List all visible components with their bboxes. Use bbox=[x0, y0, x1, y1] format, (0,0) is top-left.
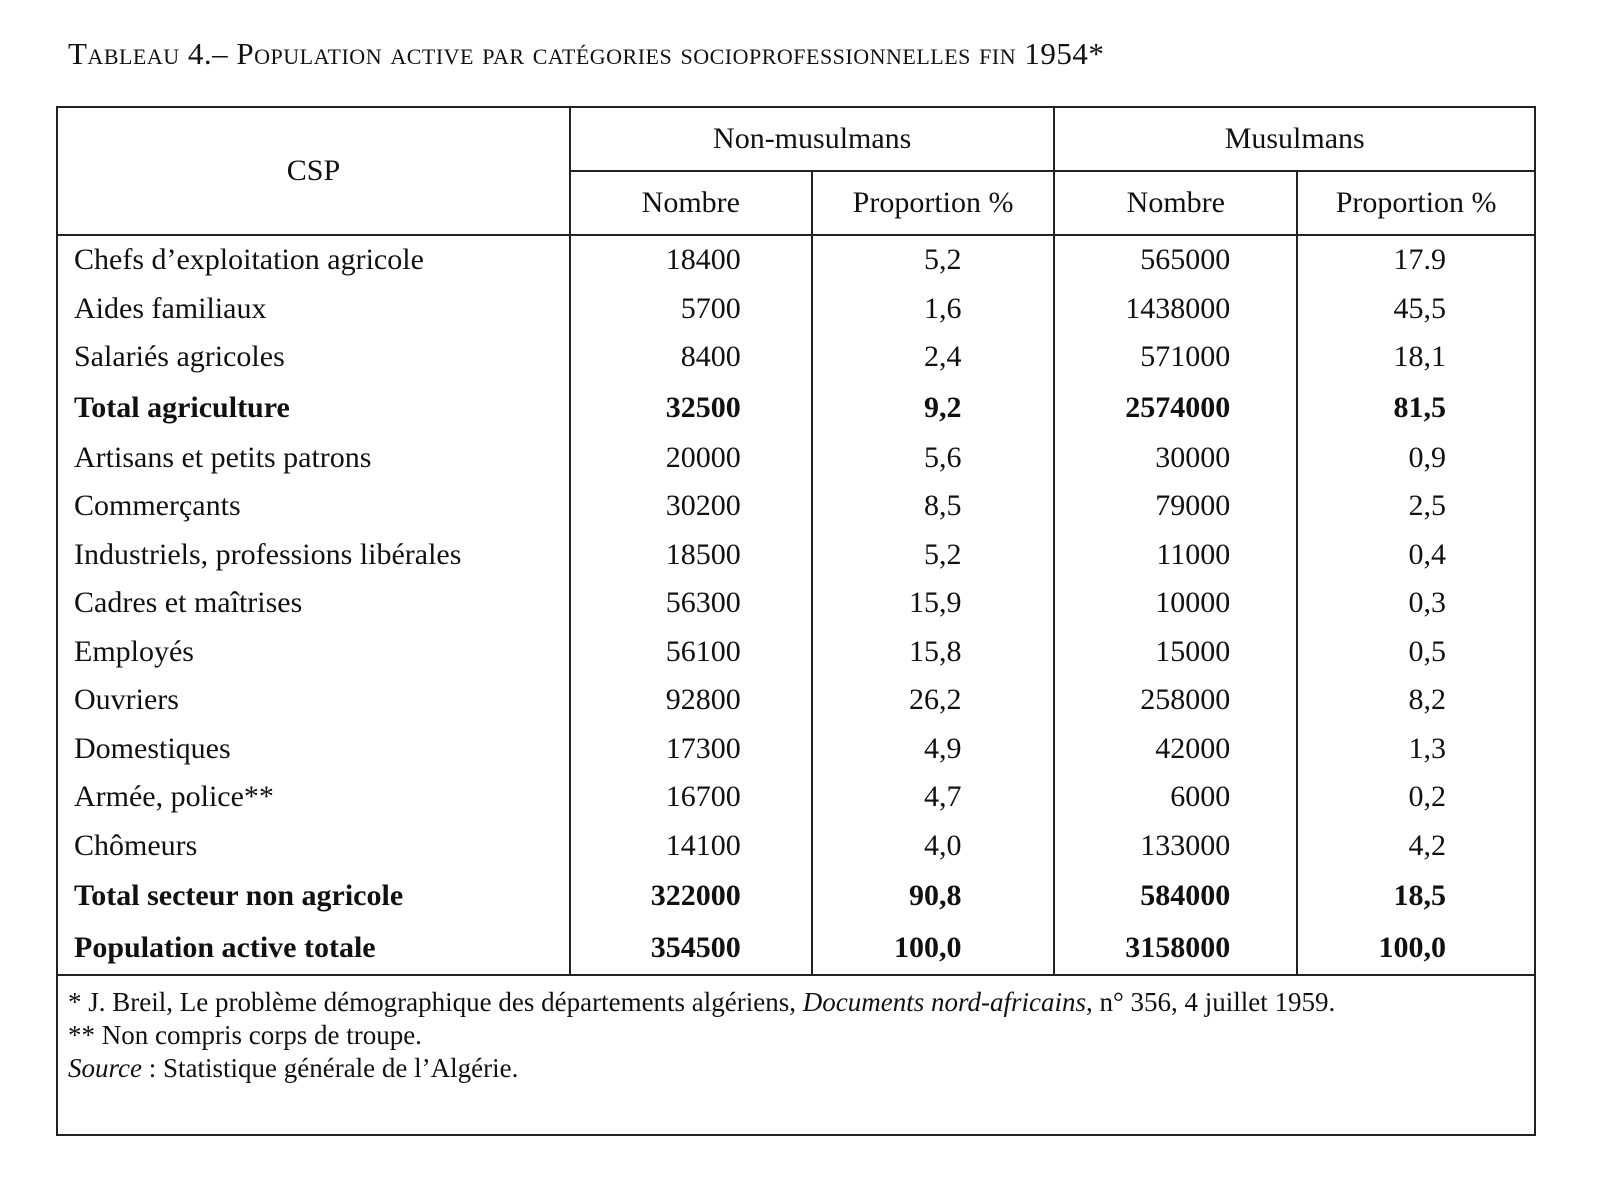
m-proportion-cell: 1,3 bbox=[1297, 725, 1535, 774]
nm-proportion-cell: 1,6 bbox=[812, 285, 1055, 334]
nm-proportion-cell: 2,4 bbox=[812, 333, 1055, 382]
table-row bbox=[57, 382, 1535, 434]
table-row bbox=[57, 725, 1535, 774]
m-nombre-cell: 565000 bbox=[1054, 235, 1297, 285]
nm-nombre-cell: 18400 bbox=[570, 235, 812, 285]
m-nombre-cell: 79000 bbox=[1054, 482, 1297, 531]
nm-proportion-cell: 5,6 bbox=[812, 434, 1055, 483]
m-nombre-cell: 1438000 bbox=[1054, 285, 1297, 334]
nm-nombre-cell: 14100 bbox=[570, 822, 812, 871]
m-nombre-cell: 258000 bbox=[1054, 676, 1297, 725]
nm-nombre-cell: 17300 bbox=[570, 725, 812, 774]
m-nombre-cell: 6000 bbox=[1054, 773, 1297, 822]
table-row bbox=[57, 434, 1535, 483]
m-proportion-cell: 0,4 bbox=[1297, 531, 1535, 580]
csp-cell: Population active totale bbox=[57, 922, 570, 975]
table-row bbox=[57, 676, 1535, 725]
m-nombre-cell: 42000 bbox=[1054, 725, 1297, 774]
csp-cell: Industriels, professions libérales bbox=[57, 531, 570, 580]
m-proportion-cell: 18,5 bbox=[1297, 870, 1535, 922]
nm-nombre-cell: 8400 bbox=[570, 333, 812, 382]
nm-nombre-cell: 16700 bbox=[570, 773, 812, 822]
m-nombre-cell: 3158000 bbox=[1054, 922, 1297, 975]
nm-proportion-cell: 100,0 bbox=[812, 922, 1055, 975]
table-row bbox=[57, 773, 1535, 822]
nm-proportion-cell: 5,2 bbox=[812, 235, 1055, 285]
m-proportion-cell: 0,5 bbox=[1297, 628, 1535, 677]
csp-cell: Total agriculture bbox=[57, 382, 570, 434]
csp-cell: Cadres et maîtrises bbox=[57, 579, 570, 628]
footnote-1-journal: Documents nord-africains bbox=[802, 987, 1086, 1017]
table-row bbox=[57, 333, 1535, 382]
source-label: Source bbox=[68, 1053, 142, 1083]
nm-nombre-cell: 30200 bbox=[570, 482, 812, 531]
nm-nombre-cell: 354500 bbox=[570, 922, 812, 975]
header-csp: CSP bbox=[57, 107, 570, 235]
header-nm-nombre: Nombre bbox=[570, 171, 812, 235]
table-row bbox=[57, 531, 1535, 580]
table-row bbox=[57, 628, 1535, 677]
header-m-nombre: Nombre bbox=[1054, 171, 1297, 235]
m-nombre-cell: 571000 bbox=[1054, 333, 1297, 382]
m-nombre-cell: 11000 bbox=[1054, 531, 1297, 580]
header-nm-proportion: Proportion % bbox=[812, 171, 1055, 235]
csp-cell: Chômeurs bbox=[57, 822, 570, 871]
nm-proportion-cell: 90,8 bbox=[812, 870, 1055, 922]
table-row bbox=[57, 579, 1535, 628]
header-musulmans: Musulmans bbox=[1054, 107, 1535, 171]
csp-cell: Aides familiaux bbox=[57, 285, 570, 334]
nm-nombre-cell: 32500 bbox=[570, 382, 812, 434]
footnote-1-end: , n° 356, 4 juillet 1959. bbox=[1086, 987, 1336, 1017]
m-proportion-cell: 2,5 bbox=[1297, 482, 1535, 531]
m-proportion-cell: 81,5 bbox=[1297, 382, 1535, 434]
csp-cell: Domestiques bbox=[57, 725, 570, 774]
nm-nombre-cell: 18500 bbox=[570, 531, 812, 580]
m-proportion-cell: 45,5 bbox=[1297, 285, 1535, 334]
csp-cell: Chefs d’exploitation agricole bbox=[57, 235, 570, 285]
m-proportion-cell: 100,0 bbox=[1297, 922, 1535, 975]
footnote-1-text: * J. Breil, Le problème démographique des départements algériens, bbox=[68, 987, 803, 1017]
nm-nombre-cell: 20000 bbox=[570, 434, 812, 483]
header-non-musulmans: Non-musulmans bbox=[570, 107, 1054, 171]
m-proportion-cell: 0,3 bbox=[1297, 579, 1535, 628]
csp-cell: Commerçants bbox=[57, 482, 570, 531]
csp-cell: Artisans et petits patrons bbox=[57, 434, 570, 483]
nm-proportion-cell: 4,7 bbox=[812, 773, 1055, 822]
nm-nombre-cell: 92800 bbox=[570, 676, 812, 725]
source-note bbox=[68, 1052, 1528, 1085]
nm-proportion-cell: 4,0 bbox=[812, 822, 1055, 871]
nm-proportion-cell: 5,2 bbox=[812, 531, 1055, 580]
m-nombre-cell: 584000 bbox=[1054, 870, 1297, 922]
nm-nombre-cell: 56100 bbox=[570, 628, 812, 677]
csp-cell: Employés bbox=[57, 628, 570, 677]
csp-cell: Salariés agricoles bbox=[57, 333, 570, 382]
m-nombre-cell: 10000 bbox=[1054, 579, 1297, 628]
m-nombre-cell: 15000 bbox=[1054, 628, 1297, 677]
table-row bbox=[57, 482, 1535, 531]
nm-nombre-cell: 322000 bbox=[570, 870, 812, 922]
m-nombre-cell: 133000 bbox=[1054, 822, 1297, 871]
m-proportion-cell: 8,2 bbox=[1297, 676, 1535, 725]
nm-proportion-cell: 15,9 bbox=[812, 579, 1055, 628]
header-m-proportion: Proportion % bbox=[1297, 171, 1535, 235]
population-table bbox=[56, 106, 1536, 976]
m-proportion-cell: 0,2 bbox=[1297, 773, 1535, 822]
csp-cell: Ouvriers bbox=[57, 676, 570, 725]
nm-nombre-cell: 56300 bbox=[570, 579, 812, 628]
m-proportion-cell: 4,2 bbox=[1297, 822, 1535, 871]
table-title: Tableau 4.– Population active par catégories socioprofessionnelles fin 1954* bbox=[68, 36, 1105, 71]
footnote-1 bbox=[68, 986, 1528, 1019]
csp-cell: Total secteur non agricole bbox=[57, 870, 570, 922]
nm-proportion-cell: 8,5 bbox=[812, 482, 1055, 531]
table-row bbox=[57, 235, 1535, 285]
table-row bbox=[57, 922, 1535, 975]
footnotes bbox=[68, 986, 1528, 1085]
table-row bbox=[57, 870, 1535, 922]
table-row bbox=[57, 822, 1535, 871]
footnote-2: ** Non compris corps de troupe. bbox=[68, 1020, 422, 1050]
nm-proportion-cell: 15,8 bbox=[812, 628, 1055, 677]
m-proportion-cell: 18,1 bbox=[1297, 333, 1535, 382]
m-proportion-cell: 0,9 bbox=[1297, 434, 1535, 483]
csp-cell: Armée, police** bbox=[57, 773, 570, 822]
nm-proportion-cell: 9,2 bbox=[812, 382, 1055, 434]
nm-proportion-cell: 4,9 bbox=[812, 725, 1055, 774]
nm-proportion-cell: 26,2 bbox=[812, 676, 1055, 725]
m-proportion-cell: 17.9 bbox=[1297, 235, 1535, 285]
source-text: : Statistique générale de l’Algérie. bbox=[141, 1053, 519, 1083]
m-nombre-cell: 30000 bbox=[1054, 434, 1297, 483]
m-nombre-cell: 2574000 bbox=[1054, 382, 1297, 434]
nm-nombre-cell: 5700 bbox=[570, 285, 812, 334]
table-row bbox=[57, 285, 1535, 334]
